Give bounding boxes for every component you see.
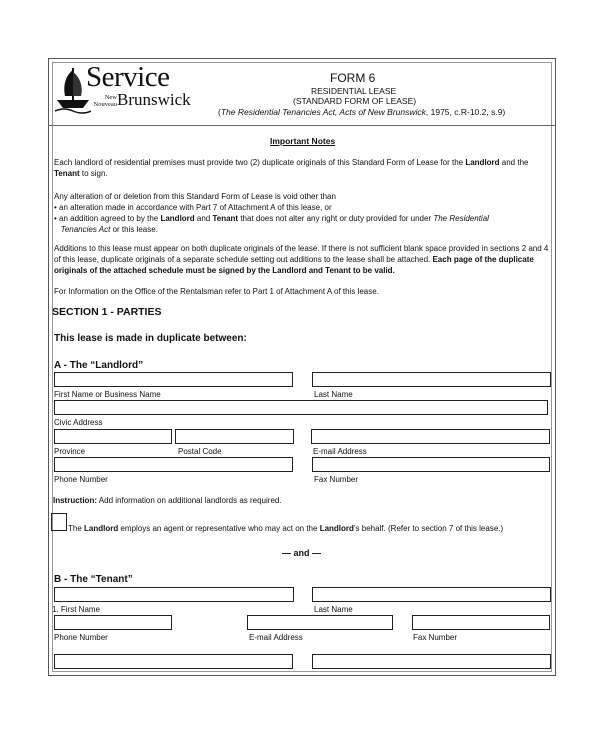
- list-item: • an addition agreed to by the Landlord and Tenant that does not alter any right or duty provided for under The Residential Tenancies Act or this lease.: [54, 214, 489, 234]
- postal-code-field[interactable]: [175, 429, 294, 444]
- tenant-heading: B - The “Tenant”: [54, 574, 133, 585]
- phone-label: Phone Number: [54, 475, 108, 484]
- act-citation: (The Residential Tenancies Act, Acts of New Brunswick, 1975, c.R-10.2, s.9): [218, 107, 506, 117]
- tenant-email-field[interactable]: [247, 615, 393, 630]
- landlord-fax-field[interactable]: [312, 457, 550, 472]
- landlord-phone-field[interactable]: [54, 457, 293, 472]
- list-item: • an alteration made in accordance with Part 7 of Attachment A of this lease, or: [54, 203, 332, 212]
- tenant-email-label: E-mail Address: [249, 633, 303, 642]
- notes-paragraph-1: Each landlord of residential premises must provide two (2) duplicate originals of this Standard Form of Lease for the Landlord and the Tenant to sign.: [54, 158, 529, 178]
- first-name-label: First Name or Business Name: [54, 390, 161, 399]
- form-number: FORM 6: [330, 71, 376, 85]
- instruction-text: Instruction: Add information on additional landlords as required.: [53, 496, 282, 505]
- tenant-last-name-label: Last Name: [314, 605, 353, 614]
- logo-brunswick-text: Brunswick: [117, 90, 191, 109]
- notes-paragraph-3: Additions to this lease must appear on both duplicate originals of the lease. If there is not sufficient blank space provided in sections 2 and 4 of this lease, duplicate originals of a separate schedule setting out additions to the lease shall be attached. Each page of the duplicate originals of the attached schedule must be signed by the Landlord and Tenant to be valid.: [54, 244, 549, 275]
- tenant-first-name-field[interactable]: [54, 587, 294, 602]
- section-1-subtitle: This lease is made in duplicate between:: [54, 333, 247, 344]
- tenant-last-name-field[interactable]: [312, 587, 551, 602]
- header-divider: [48, 125, 556, 126]
- landlord-first-name-field[interactable]: [54, 372, 293, 387]
- tenant-extra-field-left[interactable]: [54, 654, 293, 669]
- tenant-phone-label: Phone Number: [54, 633, 108, 642]
- fax-label: Fax Number: [314, 475, 359, 484]
- tenant-fax-field[interactable]: [412, 615, 550, 630]
- landlord-heading: A - The “Landlord”: [54, 360, 144, 371]
- agent-checkbox-label: The Landlord employs an agent or representative who may act on the Landlord’s behalf. (Refer to section 7 of this lease.): [68, 524, 504, 533]
- tenant-fax-label: Fax Number: [413, 633, 458, 642]
- form-title: RESIDENTIAL LEASE: [311, 86, 397, 96]
- service-nb-logo: [55, 61, 191, 114]
- tenant-extra-field-right[interactable]: [312, 654, 551, 669]
- tenant-phone-field[interactable]: [54, 615, 172, 630]
- province-field[interactable]: [54, 429, 172, 444]
- notes-paragraph-4: For Information on the Office of the Rentalsman refer to Part 1 of Attachment A of this lease.: [54, 287, 379, 296]
- notes-paragraph-2: Any alteration of or deletion from this Standard Form of Lease is void other than • an alteration made in accordance with Part 7 of Attachment A of this lease, or • an addition agreed to by the Landlord and Tenant that does not alter any right or duty provided for under The Residential Tenancies Act or this lease.: [54, 191, 554, 235]
- last-name-label: Last Name: [314, 390, 353, 399]
- and-separator: — and —: [282, 548, 322, 558]
- landlord-email-field[interactable]: [311, 429, 550, 444]
- province-label: Province: [54, 447, 86, 456]
- email-label: E-mail Address: [313, 447, 367, 456]
- landlord-last-name-field[interactable]: [312, 372, 551, 387]
- logo-service-text: Service: [86, 61, 170, 93]
- logo-new-nouveau: New Nouveau: [93, 94, 117, 108]
- section-1-title: SECTION 1 - PARTIES: [52, 306, 162, 318]
- civic-address-label: Civic Address: [54, 418, 103, 427]
- important-notes-heading: Important Notes: [270, 136, 336, 146]
- tenant-first-name-label: 1. First Name: [52, 605, 101, 614]
- civic-address-field[interactable]: [54, 400, 548, 415]
- postal-code-label: Postal Code: [178, 447, 222, 456]
- form-subtitle: (STANDARD FORM OF LEASE): [293, 96, 417, 106]
- agent-checkbox[interactable]: [51, 513, 67, 531]
